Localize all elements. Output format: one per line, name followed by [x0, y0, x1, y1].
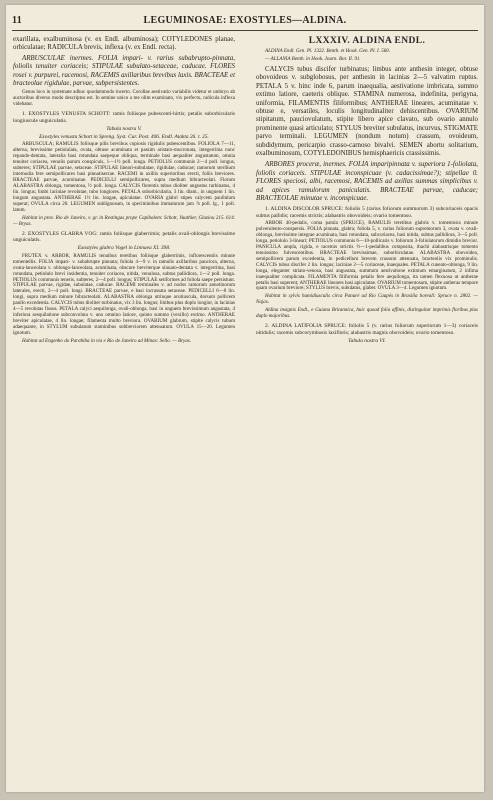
species-note: Aldina insignis Endl., e Guiana Britannica, huic quoad folia affinis, distinguitur imprimis floribus plus duplo majoribus.: [256, 307, 478, 320]
synonym: Exostyles venusta Schott in Spreng. Syst. Cur. Post. 406. Endl. Atakta 26. t. 25.: [39, 134, 209, 141]
species-title: 2. EXOSTYLES GLABRA VOG: ramis foliisque glaberrimis; petalis ovali-oblongis brevissime unguiculatis.: [13, 230, 235, 244]
page-number: 11: [12, 15, 23, 26]
habitat: Habitat ad Engenho do Parahiba in via e Rio de Janeiro ad Minas: Sello. — Bryas.: [22, 338, 192, 345]
species-description: ARBOR 40-pedalis, coma patula (SPRUCE), RAMULIS teretibus glabris v. tomentosis minute pulverulento-conspersis. FOLIA pinnata, glabra; foliola 5, v. rarius foliorum supremorum 3, ovata v. ovali-oblonga, brevissime integrae acuminata, basi rotundata, subcoriacea, basi nitida, subtus pallidiora, 3—5 poll. longa, petiolulo 3-lineari; PETIOLUS communis 6—10-pollicaris v. foliorum 3-foliolatorum dimidio brevior. PANICULA ampla, rigida, e racemis strictis ½—1-pedalibus composita, rhachi alabastrisque tomento tenuissimo fulvescentibus. BRACTEAE brevissimae, suborbiculatae. ALABASTRA obovoidea, semipollicem parum excedentia, in pedicellum brevem crassum attenuata, bracteolis vix prominulis. CALYCIS tubus discifer 2 lin. longus; laciniae 2—5 coriaceae, inaequales. PETALA cuneato-oblonga, 9 lin. longa, eleganter striato-venosa, basi angustata, summum aestivatione extimum emarginatum, 2 infima inaequaliter complicata. FILAMENTA filiformia petalis fere aequilonga, ita tamen flexuosa ut antherae petalis basi superent; ANTHERAE lineares basi apiculatae. OVARIUM tomentosum, stipite antheras tempore quam ovarium breviore; STYLUS brevis, subulatus, glaber. OVULA 3—4. Legumen ignotum.: [256, 220, 478, 292]
document-page: [6, 5, 484, 792]
genus-description: CALYCIS tubus discifer turbinatus; limbus ante anthesin integer, obtuse obovoideus v. subglobosus, per anthesin in lacinias 2—5 valvatim ruptus. PETALA 5 v. hinc inde 6, parum inaequalia, aestivatione imbricata, summo extimo latiore, caeteris oblique. STAMINA numerosa, indefinita, perigyna, uniformia, FILAMENTIS filiformibus; ANTHERAE lineares, acuminatae v. obtuse e, versatiles, loculis longitudinaliter dehiscentibus. OVARIUM stipitatum, pauciovulatum, stipite libero apice clavato, sub ovario annulo prominente quasi articulato; STYLUS breviter subulatus, incurvus, STIGMATE parvo terminali. LEGUMEN (nondum notum) crassum, ovoideum, subdidymum, pericarpio crasso-carnoso bivalvi. SEMEN abortu solitarium, exalbuminosum, COTYLEDONIBUS hemisphaericis crassissimis.: [256, 65, 478, 157]
genus-diagnosis: ARBORES proceræ, inermes. FOLIA imparipinnata v. superiora 1-foliolata, foliolis coriaceis. STIPULAE inconspicuae (v. cadacissimae?); stipellae 0. FLORES speciosi, albi, racemosi, RACEMIS ad axillas summas simplicibus v. ad apices ramulorum paniculatis. BRACTEAE parvae, caducae; BRACTEOLAE minutae v. inconspicuae.: [256, 161, 478, 202]
habitat: Habitat in sylvis humidiusculis circa Panuré ad Rio Caupés in Brasilia boreali: Spruce n. 2802. — Najas.: [256, 293, 478, 306]
species-title: 1. ALDINA DISCOLOR SPRUCE: foliolis 5 (rarius foliorum summorum 3) subcoriaceis opacis subtus pallidis; racemis strictis; alabastris obovoideis; ovario tomentoso.: [256, 206, 478, 219]
species-title: 2. ALDINA LATIFOLIA SPRUCE: foliolis 5 (v. rarius foliorum superiorum 1—3) coriaceis nitidulis; racemis subcorymbosis laxifloris; alabastris magnis obovoideis; ovario tomentoso.: [256, 323, 478, 336]
genus-note: Genus loco in systemate adhuc quodammodo incerto. Corollae aestivatio variabilis videtur et umbryo ab auctoribus diverso modo descriptus est. In semine unico a me olim examinato, vix perfecto, radicula inflexa videbatur.: [13, 89, 235, 108]
running-header: [12, 15, 478, 29]
plate-reference: Tabula nostra V.: [106, 125, 142, 132]
right-column: [256, 36, 478, 344]
genus-diagnosis: ARBUSCULAE inermes. FOLIA impari- v. rarius subabrupto-pinnata, foliolis tenuiter coriaceis; STIPULAE subulato-setaceae, caducae. FLORES rosei v. purpurei, racemosi, RACEMIS axillaribus brevibus laxis. BRACTEAE et bracteolae rigidulae, parvae, subpersistentes.: [13, 54, 235, 88]
genus-title: LXXXIV. ALDINA ENDL.: [308, 36, 426, 46]
species-title: 1. EXOSTYLES VENUSTA SCHOTT: ramis foliisque pubescenti-hirtis; petalis suborbicularis longiuscule unguiculatis.: [13, 111, 235, 124]
header-rule: [12, 30, 478, 31]
plate-reference: Tabula nostra VI.: [348, 337, 386, 344]
species-description: FRUTEX v. ARBOR, RAMULIS tenuibus teretibus foliisque glaberrimis, inflorescentiis minute tomentellis. FOLIA impari- v. subabrupte pinnata; foliola 4—9 v. in ramulis axillaribus pauciora, alterna, ovata-lanceolata v. oblongo-lanceolata, acuminata, obscure breviterque sinuato-dentata v. integerrima, basi rotundata, petiolulo brevi insidentia, tenuiter coriacea, nitida, venulosa, subtus pallidiora, 1—2 poll. longa. PETIOLUS communis teneris, subteres, 2—4 poll. longus; STIPULAE setiformes ad foliola saepe persistunt. STIPULAE parvae, rigidae, subulatae, caducae. RACEMI terminales v. ad nodos ramorum annotinorum laterales, erecti, 2—4 poll. longi. BRACTEAE parvae, e basi incrassata setaceae. PEDICELLI 6—8 lin. longi, supra medium minute bibracteolati. ALABASTRA oblonga utrinque acutiuscula, dorsum pollicem paullo excedentia. CALYCIS tubus dioliter turbinatus, vix 3 lin. longus; limbus plus duplo longior, in lacinias 4—5 revolutas fissus. PETALA calyci aequilonga, ovali-oblonga, basi in unguem brevissimum angustata, 4 inferiora sesquilatione subconvoluta v. uno omnino latiore, quinto summo (vexillo) extimo. ANTHERAE breviter apiculatae, 4 lin. longae; filamenta multo breviora. OVARIUM glabrum, stipite calycis tubum adaequante, in STYLUM subulatum staminibus subbreviorem attenuatum. OVULA 15—20. Legumen ignotum.: [13, 252, 235, 337]
habitat: Habitat in prov. Rio de Janeiro, v. gr. in Restingas prope Capibalem: Schott, Vauthier, Glaziou 215. 614. — Bryas.: [13, 214, 235, 227]
genus-reference: — ALLANIA Benth. in Hook. Journ. Bot. II. 91.: [265, 55, 361, 62]
running-title: LEGUMINOSAE: EXOSTYLES—ALDINA.: [143, 15, 347, 26]
species-description: ARBUSCULA; RAMULIS foliisque pilis brevibus copiosis rigidulis pubescentibus. FOLIOLA 7—11, alterna, brevissime petiolulata, ovata, obtuse acuminata et passim aristato-mucronata, integerrima nunc repando-dentata, lateralia basi rotundata saepeque obliqua, terminale basi aequaliter angustatum, omnia tenuiter coriacea, venulis parum conspicuis, 1—1½ poll. longa. PETIOLUS communis 2—4 poll. longus, subteres; STIPULAE parvae, setaceae. STIPULAE lineari-subulatae, rigidulae, caducae; ramorum sterilium internodia fere semipollicares basi pinnatisectae. RACEMI in axillis superioribus erecti, foliis breviores. BRACTEAE parvae, acuminatae. PEDICELLI semipollicares, supra medium bibracteolati. Florum ALABASTRA oblonga, tomentosa, ½ poll. longa. CALYCIS florentis tubus dioliter angustus turbinatus, 4 lin. longus; limbi laciniae revolutae, tubo longiores. PETALA suborbicularia, 3 lin. diam., in unguem 1 lin. longum angustata. ANTHERAE 1½ lin. longae, apiculatae. OVARIA glabri stipes calycem paullulum superat; OVULA circa 20. LEGUMEN sublignosum, in speciminibus immaturum jam ⅞ poll. lg., 1 poll. latum.: [13, 141, 235, 213]
genus-continuation: exarillata, exalbuminosa (v. ex Endl. albuminosa); COTYLEDONES planae, orbiculatae; RADICULA brevis, inflexa (v. ex Endl. recta).: [13, 36, 235, 52]
synonym: Exostyles glabra Vogel in Linnaea XI. 398.: [77, 245, 171, 252]
left-column: [13, 36, 235, 345]
genus-reference: ALDINA Endl. Gen. Pl. 1322. Benth. et Hook. Gen. Pl. I. 560.: [265, 48, 391, 54]
